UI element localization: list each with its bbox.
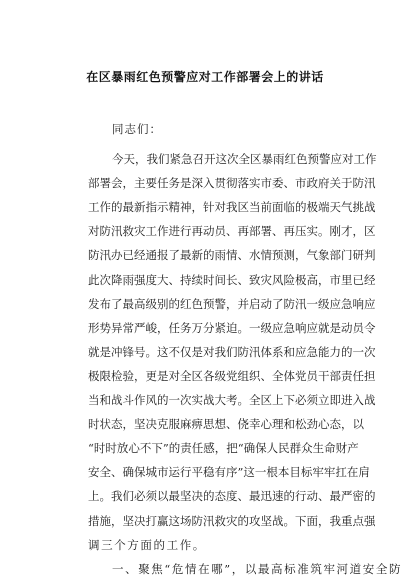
paragraph-line: 措施，坚决打赢这场防汛救灾的攻坚战。下面，我重点强 — [88, 513, 376, 528]
paragraph-line: 上。我们必须以最坚决的态度、最迅速的行动、最严密的 — [88, 489, 376, 504]
paragraph-line: 调三个方面的工作。 — [88, 537, 206, 552]
paragraph-line: 当和战斗作风的一次实战大考。全区上下必须立即进入战 — [88, 393, 376, 407]
paragraph-line: 对防汛救灾工作进行再动员、再部署、再压实。刚才，区 — [88, 224, 376, 239]
paragraph-line: 就是冲锋号。这不仅是对我们防汛体系和应急能力的一次 — [88, 344, 376, 359]
paragraph-line: “时时放心不下”的责任感，把“确保人民群众生命财产 — [88, 441, 359, 456]
paragraph-line: 工作的最新指示精神，针对我区当前面临的极端天气挑战 — [88, 200, 376, 215]
paragraph-line: 部署会，主要任务是深入贯彻落实市委、市政府关于防汛 — [88, 176, 376, 191]
paragraph-line: 发布了最高级别的红色预警，并启动了防汛一级应急响应 — [88, 296, 376, 311]
document-title: 在区暴雨红色预警应对工作部署会上的讲话 — [86, 70, 324, 84]
paragraph-line: 此次降雨强度大、持续时间长、致灾风险极高，市里已经 — [88, 272, 376, 287]
paragraph-line: 一、聚焦“危情在哪”，以最高标准筑牢河道安全防 — [112, 561, 403, 576]
paragraph-line: 防汛办已经通报了最新的雨情、水情预测，气象部门研判 — [88, 248, 376, 263]
paragraph-line: 时状态，坚决克服麻痹思想、侥幸心理和松劲心态，以 — [88, 417, 364, 432]
salutation: 同志们： — [112, 122, 162, 136]
paragraph-line: 安全、确保城市运行平稳有序”这一根本目标牢牢扛在肩 — [88, 465, 370, 480]
paragraph-line: 今天，我们紧急召开这次全区暴雨红色预警应对工作 — [112, 152, 377, 166]
paragraph-line: 极限检验，更是对全区各级党组织、全体党员干部责任担 — [88, 368, 376, 383]
paragraph-line: 形势异常严峻，任务万分紧迫。一级应急响应就是动员令 — [88, 320, 376, 335]
